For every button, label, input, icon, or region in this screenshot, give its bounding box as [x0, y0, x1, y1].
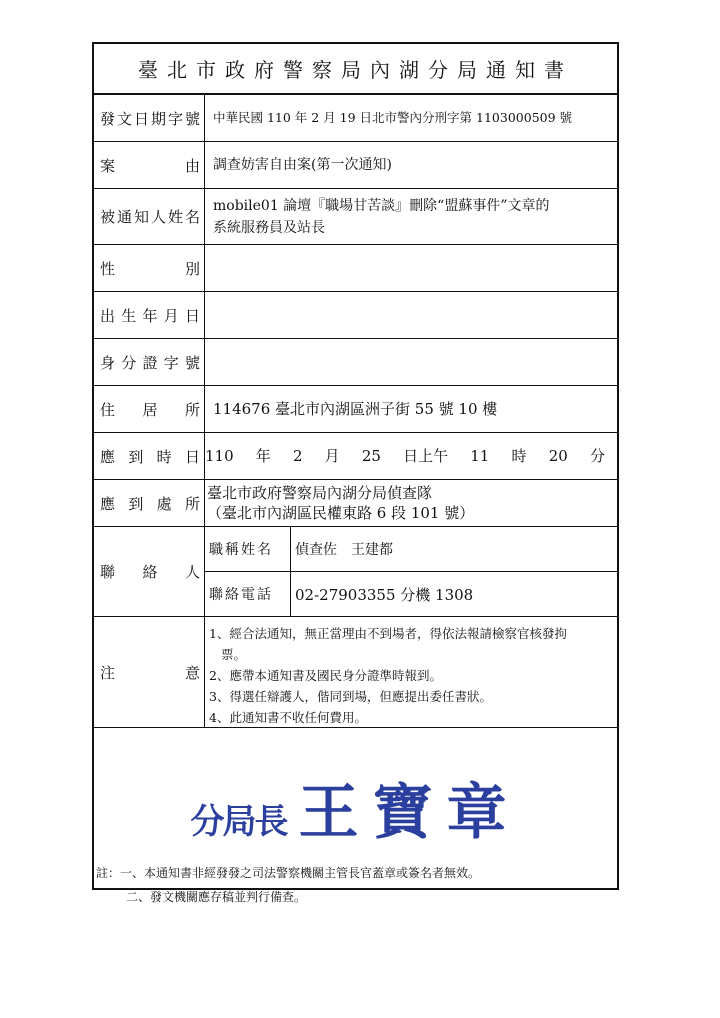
note-item: 2、應帶本通知書及國民身分證準時報到。	[209, 668, 442, 683]
time-part: 分	[589, 447, 605, 465]
value-notified-name	[205, 189, 617, 244]
contact-phone-row	[205, 572, 617, 616]
label-sex: 性別	[94, 245, 205, 291]
label-appear-place: 應到處所	[94, 480, 205, 526]
value-appear-time	[205, 433, 617, 479]
footnote-2: 二、發文機關應存稿並判行備查。	[126, 890, 307, 904]
contact-title-label: 職稱姓名	[205, 527, 291, 571]
row-appear-time	[94, 433, 617, 480]
row-appear-place	[94, 480, 617, 527]
notified-name-line1: mobile01 論壇『職場甘苦談』刪除“盟蘇事件”文章的	[213, 197, 550, 214]
note-item: 4、此通知書不收任何費用。	[209, 710, 367, 725]
seal-name: 王寶章	[298, 778, 521, 848]
note-item: 3、得選任辯護人，偕同到場，但應提出委任書狀。	[209, 689, 492, 704]
contact-phone-label: 聯絡電話	[205, 572, 291, 616]
time-part: 11	[470, 447, 490, 465]
note-item: 票。	[221, 647, 247, 662]
appear-place-line2: （臺北市內湖區民權東路 6 段 101 號）	[207, 504, 475, 522]
row-birth	[94, 292, 617, 339]
row-sex	[94, 245, 617, 292]
value-id-number	[205, 339, 617, 385]
value-case: 調查妨害自由案(第一次通知)	[213, 157, 392, 173]
label-id-number: 身分證字號	[94, 339, 205, 385]
label-birth: 出生年月日	[94, 292, 205, 338]
label-contact: 聯絡人	[94, 527, 205, 616]
row-issue	[94, 95, 617, 142]
label-address: 住居所	[94, 386, 205, 432]
label-notified-name: 被通知人姓名	[94, 189, 205, 244]
row-notes	[94, 617, 617, 728]
time-part: 日上午	[403, 447, 449, 465]
row-case	[94, 142, 617, 189]
time-part: 25	[361, 447, 381, 465]
contact-details	[205, 527, 617, 616]
time-part: 月	[324, 447, 340, 465]
value-address: 114676 臺北市內湖區洲子街 55 號 10 樓	[213, 400, 498, 418]
time-part: 2	[292, 447, 303, 465]
note-item: 1、經合法通知，無正當理由不到場者，得依法報請檢察官核發拘	[209, 626, 567, 641]
chief-seal	[191, 765, 521, 851]
label-notes: 注意	[94, 617, 205, 727]
row-address	[94, 386, 617, 433]
label-appear-time: 應到時日	[94, 433, 205, 479]
label-issue: 發文日期字號	[94, 95, 205, 141]
row-notified-name	[94, 189, 617, 245]
notice-form	[92, 42, 619, 890]
footnote-1: 註：一、本通知書非經發發之司法警察機關主管長官蓋章或簽名者無效。	[96, 866, 481, 880]
contact-phone-value: 02-27903355 分機 1308	[295, 585, 474, 604]
seal-title: 分局長	[190, 802, 287, 842]
value-birth	[205, 292, 617, 338]
time-part: 110	[205, 447, 234, 465]
row-id-number	[94, 339, 617, 386]
notified-name-line2: 系統服務員及站長	[213, 219, 325, 236]
time-part: 年	[255, 447, 271, 465]
appear-place-line1: 臺北市政府警察局內湖分局偵查隊	[207, 484, 433, 502]
notes-list	[205, 617, 617, 727]
row-contact	[94, 527, 617, 617]
value-sex	[205, 245, 617, 291]
value-appear-place	[205, 480, 617, 526]
contact-title-row	[205, 527, 617, 572]
contact-title-value: 偵查佐 王建都	[295, 542, 393, 558]
time-part: 20	[548, 447, 568, 465]
time-part: 時	[511, 447, 527, 465]
document-title: 臺北市政府警察局內湖分局通知書	[94, 44, 617, 95]
value-issue: 中華民國 110 年 2 月 19 日北市警內分刑字第 1103000509 號	[213, 110, 573, 125]
label-case: 案由	[94, 142, 205, 188]
